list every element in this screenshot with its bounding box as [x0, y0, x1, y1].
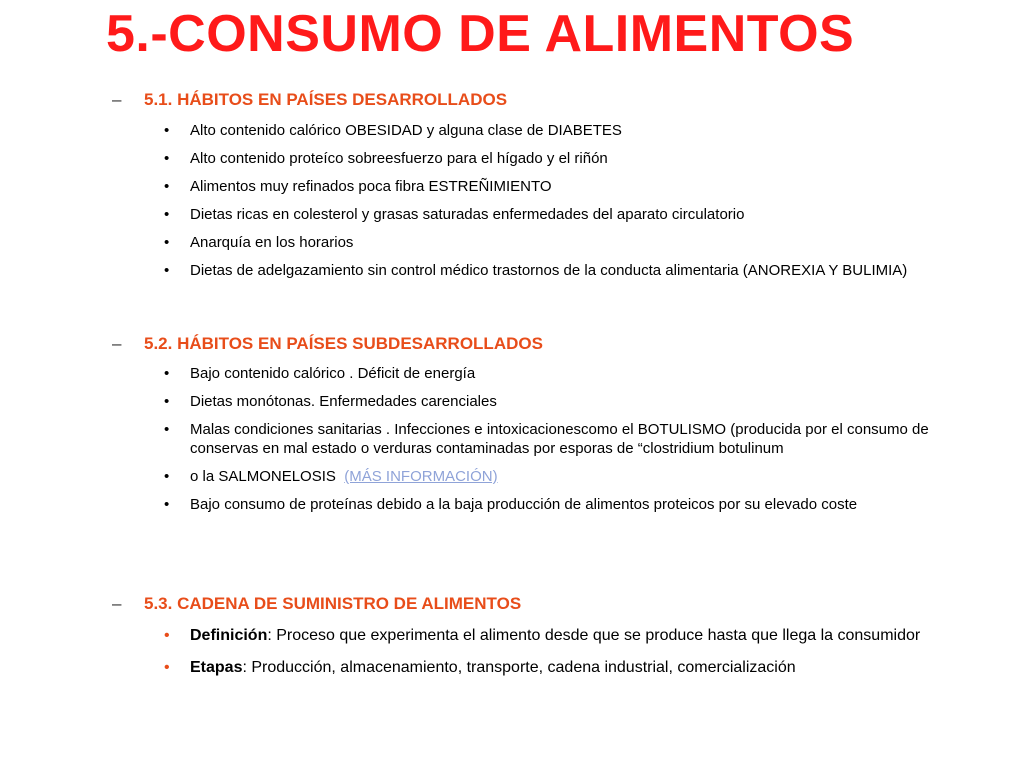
- more-info-link[interactable]: (MÁS INFORMACIÓN): [344, 468, 498, 485]
- bullet-icon: •: [164, 122, 170, 139]
- definition-label: Definición: [190, 627, 268, 644]
- list-item: • Dietas ricas en colesterol y grasas saturadas enfermedades del aparato circulatorio: [164, 206, 745, 223]
- list-item: • o la SALMONELOSIS (MÁS INFORMACIÓN): [164, 468, 498, 485]
- section-title: 5.2. HÁBITOS EN PAÍSES SUBDESARROLLADOS: [144, 334, 543, 353]
- bullet-icon: •: [164, 627, 170, 644]
- list-item-definition: • Definición: Proceso que experimenta el alimento desde que se produce hasta que llega la consumidor: [0, 624, 1024, 648]
- dash-marker: –: [112, 594, 122, 613]
- section-heading: [0, 334, 1024, 356]
- dash-marker: –: [112, 334, 122, 353]
- list-item: • Bajo consumo de proteínas debido a la baja producción de alimentos proteicos por su elevado coste: [164, 496, 858, 513]
- bullet-icon: •: [164, 659, 170, 676]
- bullet-icon: •: [164, 468, 170, 485]
- list-item: • Malas condiciones sanitarias . Infecciones e intoxicacionescomo el BOTULISMO (producida por el consumo de conservas en mal estado o verduras contaminadas por esporas de “clostridium botulinum: [164, 421, 929, 457]
- list-item: • Dietas monótonas. Enfermedades carenciales: [164, 393, 497, 410]
- section-developed: [0, 90, 1024, 280]
- list-item: • Bajo contenido calórico . Déficit de energía: [164, 365, 476, 382]
- bullet-icon: •: [164, 150, 170, 167]
- bullet-icon: •: [164, 365, 170, 382]
- bullet-icon: •: [164, 206, 170, 223]
- bullet-icon: •: [164, 496, 170, 513]
- bullet-icon: •: [164, 178, 170, 195]
- bullet-icon: •: [164, 234, 170, 251]
- section-heading: [0, 90, 1024, 112]
- section-underdeveloped: [0, 334, 1024, 514]
- bullet-icon: •: [164, 421, 170, 438]
- list-item: • Anarquía en los horarios: [164, 234, 354, 251]
- list-item-stages: • Etapas: Producción, almacenamiento, transporte, cadena industrial, comercialización: [0, 656, 1024, 680]
- section-title: 5.1. HÁBITOS EN PAÍSES DESARROLLADOS: [144, 90, 508, 109]
- list-item: • Dietas de adelgazamiento sin control médico trastornos de la conducta alimentaria (ANOREXIA Y BULIMIA): [164, 262, 908, 279]
- section-title: 5.3. CADENA DE SUMINISTRO DE ALIMENTOS: [144, 594, 522, 613]
- stages-label: Etapas: [190, 659, 243, 676]
- list-item: • Alto contenido calórico OBESIDAD y alguna clase de DIABETES: [164, 122, 622, 139]
- dash-marker: –: [112, 90, 122, 109]
- section-supply-chain: [0, 594, 1024, 680]
- section-heading: [0, 594, 1024, 616]
- list-item: • Alto contenido proteíco sobreesfuerzo para el hígado y el riñón: [164, 150, 608, 167]
- page-title: 5.-CONSUMO DE ALIMENTOS: [106, 5, 855, 63]
- list-item: • Alimentos muy refinados poca fibra ESTREÑIMIENTO: [164, 178, 552, 195]
- bullet-icon: •: [164, 262, 170, 279]
- bullet-icon: •: [164, 393, 170, 410]
